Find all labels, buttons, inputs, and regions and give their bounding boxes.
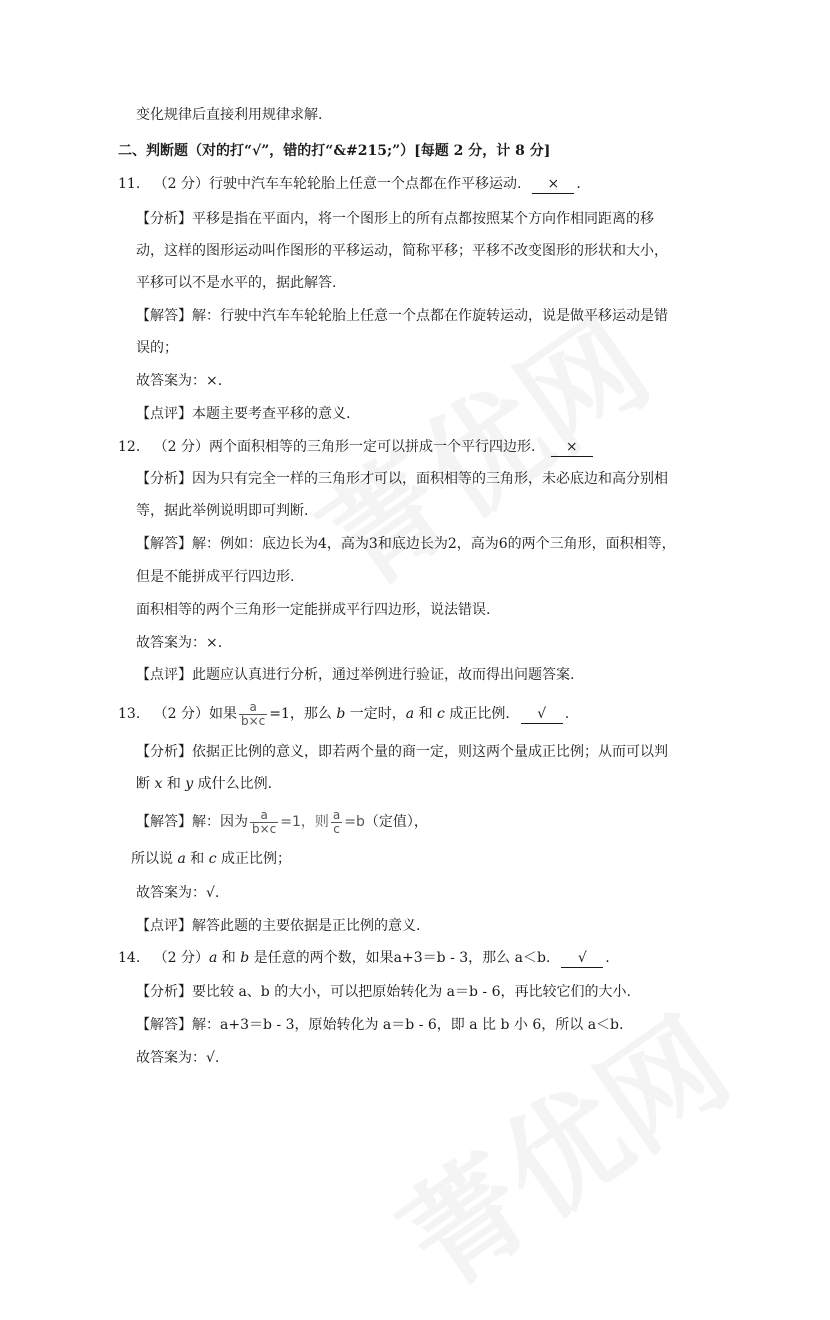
analysis-text: 要比较 a、b 的大小，可以把原始转化为 a＝b - 6，再比较它们的大小. bbox=[192, 984, 631, 1000]
solution-line bbox=[131, 848, 291, 870]
fraction-denominator: c bbox=[333, 821, 340, 836]
analysis-tag: 【分析】 bbox=[136, 211, 192, 227]
section-heading: 二、判断题（对的打“√”，错的打“&#215;”）[每题 2 分，计 8 分] bbox=[118, 143, 551, 159]
question-13 bbox=[118, 700, 569, 728]
variable: c bbox=[208, 851, 217, 867]
solution-tag: 【解答】 bbox=[136, 308, 192, 324]
solution-text: 成正比例； bbox=[221, 851, 292, 867]
review-text: 解答此题的主要依据是正比例的意义. bbox=[192, 918, 421, 934]
question-stem: 是任意的两个数，如果 bbox=[253, 950, 394, 966]
fraction bbox=[239, 701, 267, 728]
analysis-line bbox=[136, 981, 631, 1003]
variable: a bbox=[177, 851, 186, 867]
answer-blank: √ bbox=[561, 949, 603, 968]
analysis-line: 动，这样的图形运动叫作图形的平移运动，简称平移；平移不改变图形的形状和大小， bbox=[136, 243, 668, 259]
fraction-denominator: b×c bbox=[240, 713, 266, 728]
fraction-numerator: a bbox=[249, 699, 257, 714]
answer-blank: × bbox=[551, 438, 593, 457]
question-number: 11. bbox=[118, 176, 141, 192]
continuation-text: 变化规律后直接利用规律求解. bbox=[136, 107, 323, 123]
period: . bbox=[564, 706, 570, 722]
question-points: （2 分） bbox=[153, 176, 209, 192]
solution-text: 解：例如：底边长为4，高为3和底边长为2，高为6的两个三角形，面积相等， bbox=[192, 536, 676, 552]
solution-line: 但是不能拼成平行四边形. bbox=[136, 569, 295, 585]
question-number: 13. bbox=[118, 706, 141, 722]
solution-text: 解：a+3＝b - 3，原始转化为 a＝b - 6，即 a 比 b 小 6，所以 a＜b. bbox=[192, 1017, 624, 1033]
solution-line: 面积相等的两个三角形一定能拼成平行四边形，说法错误. bbox=[136, 602, 491, 618]
answer-blank: × bbox=[532, 175, 574, 194]
question-number: 14. bbox=[118, 950, 141, 966]
question-14 bbox=[118, 947, 610, 969]
analysis-line: 等，据此举例说明即可判断. bbox=[136, 503, 309, 519]
question-stem: =1，那么 bbox=[269, 706, 332, 722]
review-tag: 【点评】 bbox=[136, 406, 192, 422]
fraction-numerator: a bbox=[332, 807, 341, 822]
variable: a bbox=[405, 706, 415, 722]
variable: b bbox=[240, 950, 250, 966]
review-line bbox=[136, 915, 420, 937]
fraction-numerator: a bbox=[260, 807, 268, 822]
period: . bbox=[576, 176, 581, 192]
analysis-tag: 【分析】 bbox=[136, 471, 192, 487]
variable: y bbox=[185, 776, 194, 792]
final-answer: 故答案为：√. bbox=[136, 885, 220, 901]
solution-line: 误的； bbox=[136, 340, 178, 356]
question-stem: 成正比例. bbox=[449, 706, 510, 722]
question-12 bbox=[118, 436, 595, 458]
analysis-tag: 【分析】 bbox=[136, 984, 192, 1000]
final-answer: 故答案为：×. bbox=[136, 373, 223, 389]
variable: x bbox=[154, 776, 163, 792]
review-text: 此题应认真进行分析，通过举例进行验证，故而得出问题答案. bbox=[192, 667, 575, 683]
variable: c bbox=[437, 706, 445, 722]
question-11 bbox=[118, 173, 581, 195]
solution-text: 解：因为 bbox=[192, 814, 248, 830]
analysis-line bbox=[136, 773, 272, 795]
answer-blank: √ bbox=[521, 705, 563, 724]
question-stem: 如果 bbox=[208, 706, 237, 722]
analysis-line bbox=[136, 468, 668, 490]
solution-text: =b bbox=[344, 814, 365, 830]
question-number: 12. bbox=[118, 439, 141, 455]
analysis-text: 因为只有完全一样的三角形才可以，面积相等的三角形，未必底边和高分别相 bbox=[192, 471, 668, 487]
solution-text: 解：行驶中汽车车轮轮胎上任意一个点都在作旋转运动，说是做平移运动是错 bbox=[192, 308, 668, 324]
review-line bbox=[136, 664, 574, 686]
analysis-text: 成什么比例. bbox=[197, 776, 273, 792]
period: . bbox=[605, 950, 610, 966]
question-points: （2 分） bbox=[153, 439, 209, 455]
review-text: 本题主要考查平移的意义. bbox=[192, 406, 351, 422]
analysis-line bbox=[136, 208, 654, 230]
solution-line bbox=[136, 808, 428, 836]
analysis-line bbox=[136, 741, 668, 763]
question-stem: a+3＝b - 3，那么 a＜b. bbox=[393, 950, 551, 966]
fraction bbox=[331, 809, 342, 836]
final-answer: 故答案为：×. bbox=[136, 635, 223, 651]
analysis-text: 和 bbox=[166, 776, 181, 792]
review-tag: 【点评】 bbox=[136, 918, 192, 934]
question-stem: 一定时， bbox=[349, 706, 406, 722]
analysis-text: 依据正比例的意义，即若两个量的商一定，则这两个量成正比例；从而可以判 bbox=[192, 744, 668, 760]
solution-tag: 【解答】 bbox=[136, 1017, 192, 1033]
review-line bbox=[136, 403, 350, 425]
review-tag: 【点评】 bbox=[136, 667, 192, 683]
analysis-text: 平移是指在平面内，将一个图形上的所有点都按照某个方向作相同距离的移 bbox=[192, 211, 654, 227]
question-stem: 两个面积相等的三角形一定可以拼成一个平行四边形. bbox=[208, 439, 536, 455]
analysis-line: 平移可以不是水平的，据此解答. bbox=[136, 275, 337, 291]
solution-line bbox=[136, 305, 668, 327]
analysis-tag: 【分析】 bbox=[136, 744, 192, 760]
variable: a bbox=[208, 950, 218, 966]
analysis-text: 断 bbox=[136, 776, 150, 792]
solution-text: 所以说 bbox=[131, 851, 173, 867]
solution-text: 和 bbox=[190, 851, 205, 867]
final-answer: 故答案为：√. bbox=[136, 1050, 220, 1066]
solution-line bbox=[136, 1014, 623, 1036]
question-stem: 行驶中汽车车轮轮胎上任意一个点都在作平移运动. bbox=[208, 176, 522, 192]
fraction-denominator: b×c bbox=[252, 821, 277, 836]
question-points: （2 分） bbox=[153, 950, 209, 966]
question-stem: 和 bbox=[221, 950, 236, 966]
question-points: （2 分） bbox=[153, 706, 209, 722]
solution-text: （定值）， bbox=[364, 814, 428, 830]
question-stem: 和 bbox=[418, 706, 433, 722]
variable: b bbox=[336, 706, 346, 722]
solution-tag: 【解答】 bbox=[136, 814, 192, 830]
solution-text: =1，则 bbox=[280, 814, 329, 830]
fraction bbox=[250, 809, 278, 836]
solution-line bbox=[136, 533, 676, 555]
solution-tag: 【解答】 bbox=[136, 536, 192, 552]
